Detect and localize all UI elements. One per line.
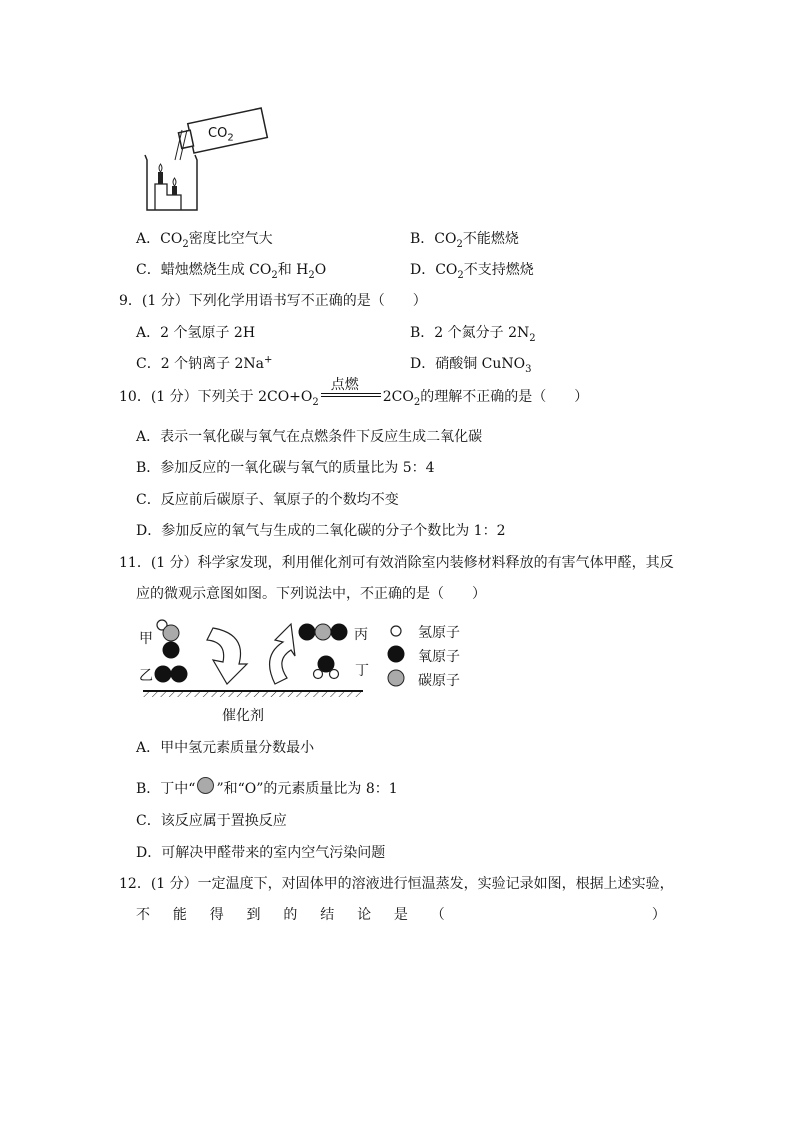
label-jia: 甲 [139,631,153,647]
legend-c-circle [388,670,404,686]
q10-option-a[interactable]: A．表示一氧化碳与氧气在点燃条件下反应生成二氧化碳 [136,429,483,445]
jia-c-atom [163,625,179,641]
co2-pouring-figure [135,100,270,215]
reaction-condition: 点燃 [330,377,359,393]
q10-option-c[interactable]: C．反应前后碳原子、氧原子的个数均不变 [136,492,399,508]
q9-option-b[interactable]: B．2 个氮分子 $2N_2$ [410,325,536,344]
q12-stem-line2: 不 能 得 到 的 结 论 是 （ ） [136,907,666,923]
label-bing: 丙 [354,627,368,643]
q10-option-d[interactable]: D．参加反应的氧气与生成的二氧化碳的分子个数比为 1：2 [136,523,506,539]
jia-o-atom [163,642,180,659]
label-yi: 乙 [139,668,153,684]
q8-option-d[interactable]: D．$CO_2$不支持燃烧 [410,262,534,281]
q11-stem-line2: 应的微观示意图如图。下列说法中，不正确的是（ ） [136,586,486,602]
bing-c-atom [315,624,331,640]
catalyst-label: 催化剂 [222,708,264,724]
co2-bottle-label: $CO_2$ [208,126,234,144]
q9-option-c[interactable]: C．2 个钠离子 2Na+ [136,354,273,372]
legend-h-label: 氢原子 [418,625,460,641]
q11-option-b[interactable]: B．丁中“ ”和“O”的元素质量比为 8：1 [136,777,398,798]
bing-o-atom-1 [299,624,316,641]
q12-stem-line1: 12．(1 分）一定温度下，对固体甲的溶液进行恒温蒸发，实验记录如图，根据上述实验， [119,876,674,892]
legend-o-circle [388,646,405,663]
q9-stem: 9．(1 分）下列化学用语书写不正确的是（ ） [119,293,427,309]
q11-option-d[interactable]: D．可解决甲醛带来的室内空气污染问题 [136,845,386,861]
q9-option-a[interactable]: A．2 个氢原子 2H [136,325,256,341]
q8-option-a[interactable]: A．$CO_2$密度比空气大 [136,231,273,250]
q8-option-b[interactable]: B．$CO_2$不能燃烧 [410,231,519,250]
carbon-atom-icon [197,777,214,794]
legend-h-circle [391,626,401,636]
label-ding: 丁 [355,663,369,679]
curved-arrow-right [270,624,295,684]
ding-h-atom-2 [330,670,339,679]
q11-stem-line1: 11．(1 分）科学家发现，利用催化剂可有效消除室内装修材料释放的有害气体甲醛，其反 [119,555,674,571]
ding-h-atom-1 [314,670,323,679]
q11-option-c[interactable]: C．该反应属于置换反应 [136,813,287,829]
curved-arrow-left [207,628,247,684]
q8-option-c[interactable]: C．蜡烛燃烧生成 $CO_2$和 $H_2O$ [136,262,327,281]
yi-o-atom-2 [171,666,188,683]
yi-o-atom-1 [155,666,172,683]
q11-option-a[interactable]: A．甲中氢元素质量分数最小 [136,740,315,756]
q10-stem: 10．(1 分）下列关于 $2CO+O_2$ 点燃 $2CO_2$的理解不正确的是（ ） [119,386,588,408]
legend-o-label: 氧原子 [418,649,460,665]
bing-o-atom-2 [331,624,348,641]
q10-option-b[interactable]: B．参加反应的一氧化碳与氧气的质量比为 5：4 [136,460,435,476]
legend-c-label: 碳原子 [418,673,460,689]
q9-option-d[interactable]: D．硝酸铜 CuNO$_3$ [410,356,532,375]
